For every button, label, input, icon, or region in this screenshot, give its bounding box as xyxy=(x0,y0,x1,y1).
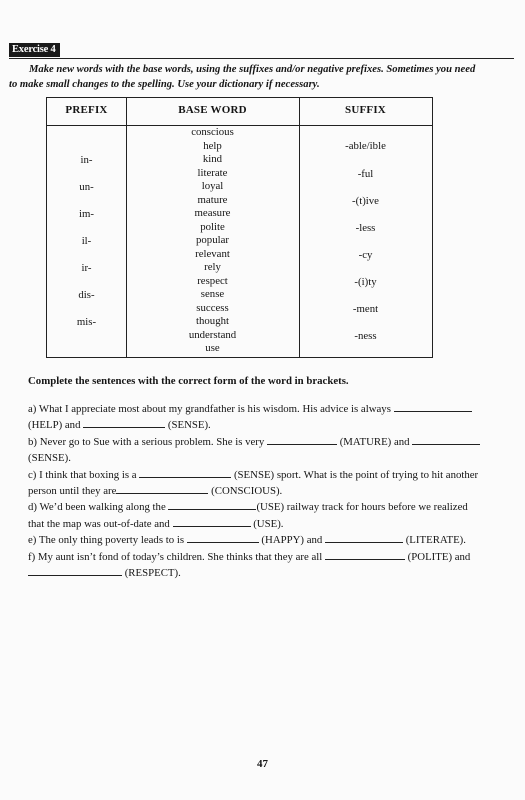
base-word-item: measure xyxy=(194,207,231,219)
base-word-item: conscious xyxy=(191,126,234,138)
sentence-line xyxy=(28,450,508,466)
base-word-item: use xyxy=(205,342,220,354)
base-word-item: success xyxy=(196,301,229,314)
header-suffix: SUFFIX xyxy=(345,104,386,116)
sentence-line xyxy=(28,499,508,515)
sentence-text: (CONSCIOUS). xyxy=(208,484,283,497)
sentence-text: d) We’d been walking along the xyxy=(28,501,169,514)
sentence-text: e) The only thing poverty leads to is xyxy=(28,534,187,547)
prefix-item: un- xyxy=(79,181,94,193)
suffix-item: -cy xyxy=(358,249,373,261)
answer-blank[interactable] xyxy=(325,532,403,543)
answer-blank[interactable] xyxy=(173,516,251,527)
sentence-text: that the map was out-of-date and xyxy=(28,517,173,530)
base-word-item: rely xyxy=(204,261,221,273)
sentence-line xyxy=(28,532,508,548)
base-word-item: relevant xyxy=(195,247,230,260)
base-word-item: sense xyxy=(200,288,225,300)
answer-blank[interactable] xyxy=(267,434,337,445)
suffix-item: -ful xyxy=(357,168,374,180)
sentence-text: (HAPPY) and xyxy=(258,534,326,547)
suffix-item: -(t)ive xyxy=(352,195,379,207)
sentence-text: (USE). xyxy=(250,517,284,530)
sentence-text: (USE) railway track for hours before we realized xyxy=(256,501,468,514)
sentence-text: (SENSE). xyxy=(165,419,211,432)
sentence-line xyxy=(28,417,508,433)
answer-blank[interactable] xyxy=(412,434,480,445)
base-word-item: literate xyxy=(197,166,228,179)
suffix-item: -able/ible xyxy=(345,140,386,152)
answer-blank[interactable] xyxy=(187,532,259,543)
suffix-item: -ness xyxy=(354,330,377,342)
sentence-line xyxy=(28,565,508,581)
instructions-line-2: to make small changes to the spelling. Use your dictionary if necessary. xyxy=(9,79,320,90)
sentence-text: (SENSE). xyxy=(28,452,71,465)
exercise-divider xyxy=(9,58,514,59)
answer-blank[interactable] xyxy=(394,401,472,412)
prefix-item: dis- xyxy=(78,289,95,301)
sentence-text: person until they are xyxy=(28,484,117,497)
sentence-line xyxy=(28,467,508,483)
page-number: 47 xyxy=(257,758,268,770)
sentence-line xyxy=(28,401,508,417)
answer-blank[interactable] xyxy=(28,565,122,576)
section-title: Complete the sentences with the correct form of the word in brackets. xyxy=(28,375,349,387)
prefix-item: im- xyxy=(79,208,94,220)
answer-blank[interactable] xyxy=(83,417,165,428)
base-word-item: thought xyxy=(196,315,229,327)
base-word-item: popular xyxy=(196,234,229,246)
sentence-text: (SENSE) sport. What is the point of trying to hit another xyxy=(231,468,479,481)
sentence-text: (POLITE) and xyxy=(404,550,471,563)
sentence-text: (MATURE) and xyxy=(337,435,413,448)
instructions-line-1: Make new words with the base words, using the suffixes and/or negative prefixes. Sometimes you need xyxy=(29,64,476,75)
sentence-text: b) Never go to Sue with a serious problem. She is very xyxy=(28,435,267,448)
table-header-row xyxy=(47,98,432,126)
exercise-label: Exercise 4 xyxy=(9,43,60,57)
prefix-item: mis- xyxy=(76,316,97,328)
sentence-text: f) My aunt isn’t fond of today’s children. She thinks that they are all xyxy=(28,550,325,563)
sentence-text: (LITERATE). xyxy=(403,534,466,547)
exercise-instructions xyxy=(9,62,519,92)
prefix-item: il- xyxy=(81,235,92,247)
sentence-line xyxy=(28,483,508,499)
word-formation-table xyxy=(46,97,433,358)
sentence-line xyxy=(28,549,508,565)
base-word-item: respect xyxy=(197,274,228,287)
answer-blank[interactable] xyxy=(168,499,256,510)
sentence-text: c) I think that boxing is a xyxy=(28,468,140,481)
prefix-item: ir- xyxy=(81,262,92,274)
answer-blank[interactable] xyxy=(325,549,405,560)
sentence-text: (HELP) and xyxy=(28,419,84,432)
prefix-item: in- xyxy=(80,154,93,166)
base-word-item: help xyxy=(203,139,222,152)
sentence-line xyxy=(28,516,508,532)
sentence-text: a) What I appreciate most about my grandfather is his wisdom. His advice is always xyxy=(28,403,394,415)
base-word-item: loyal xyxy=(201,180,224,192)
answer-blank[interactable] xyxy=(139,467,231,478)
suffix-item: -(i)ty xyxy=(354,276,377,288)
suffix-item: -ment xyxy=(352,303,379,315)
suffix-item: -less xyxy=(355,222,376,234)
sentence-text: (RESPECT). xyxy=(122,566,181,579)
sentence-list xyxy=(28,401,508,581)
answer-blank[interactable] xyxy=(116,483,208,494)
header-base-word: BASE WORD xyxy=(178,104,247,116)
header-prefix: PREFIX xyxy=(65,104,108,116)
sentence-line xyxy=(28,434,508,450)
base-word-item: kind xyxy=(202,153,223,165)
base-word-item: mature xyxy=(197,193,228,206)
base-word-item: understand xyxy=(188,328,237,341)
base-word-item: polite xyxy=(200,220,225,233)
